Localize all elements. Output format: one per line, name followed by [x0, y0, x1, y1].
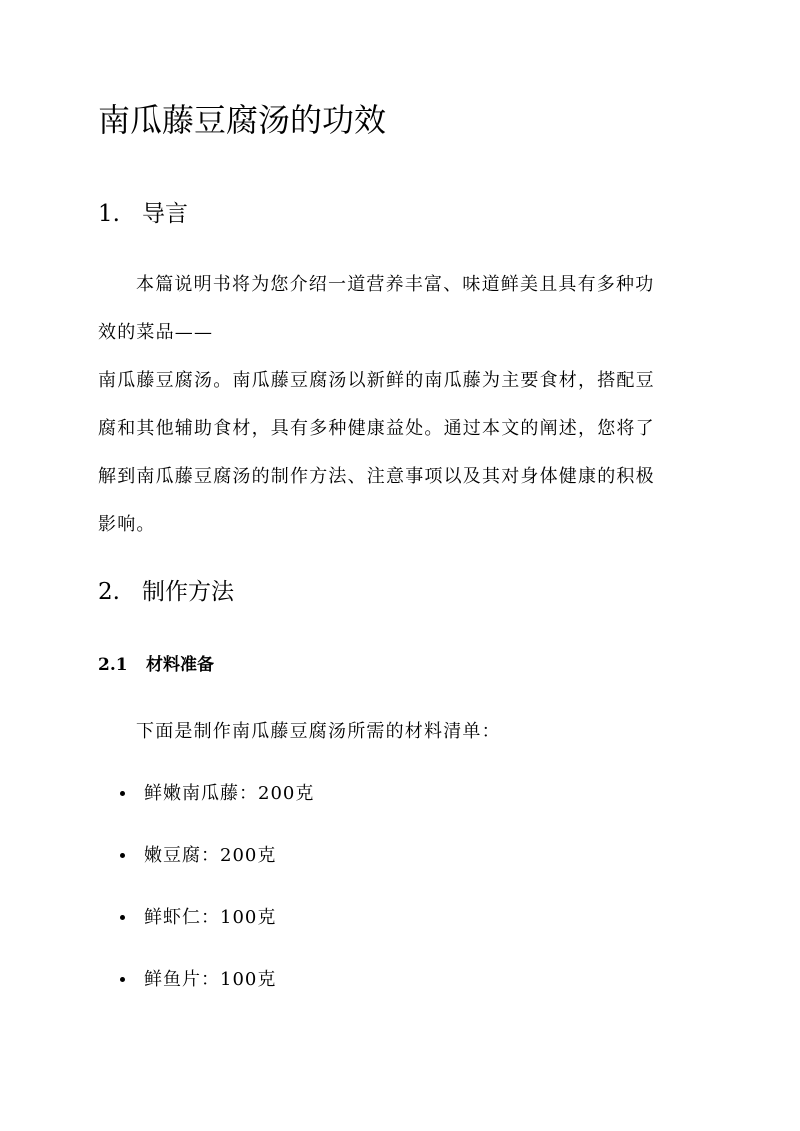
- paragraph-line: 腐和其他辅助食材，具有多种健康益处。通过本文的阐述，您将了: [98, 418, 655, 439]
- paragraph-line: 本篇说明书将为您介绍一道营养丰富、味道鲜美且具有多种功: [136, 274, 655, 295]
- section-heading-intro: [98, 198, 188, 230]
- ingredient-text: 鲜嫩南瓜藤：200克: [144, 783, 315, 804]
- section-title: 导言: [142, 201, 188, 227]
- subsection-title: 材料准备: [146, 655, 214, 675]
- document-title: 南瓜藤豆腐汤的功效: [98, 101, 387, 139]
- section-title: 制作方法: [142, 579, 234, 605]
- bullet-icon: [120, 977, 125, 982]
- intro-paragraph: [98, 261, 704, 549]
- bullet-icon: [120, 791, 125, 796]
- paragraph-line: 影响。: [98, 514, 156, 535]
- section-number: 2.: [98, 579, 120, 605]
- materials-intro: [98, 708, 704, 756]
- ingredient-text: 嫩豆腐：200克: [144, 845, 277, 866]
- bullet-icon: [120, 853, 125, 858]
- subsection-heading-materials: [98, 652, 214, 678]
- paragraph-line: 解到南瓜藤豆腐汤的制作方法、注意事项以及其对身体健康的积极: [98, 466, 655, 487]
- paragraph-line: 南瓜藤豆腐汤。南瓜藤豆腐汤以新鲜的南瓜藤为主要食材，搭配豆: [98, 370, 655, 391]
- section-number: 1.: [98, 201, 120, 227]
- paragraph-line: 效的菜品——: [98, 322, 214, 343]
- section-heading-method: [98, 576, 234, 608]
- paragraph-line: 下面是制作南瓜藤豆腐汤所需的材料清单：: [136, 721, 501, 742]
- subsection-number: 2.1: [98, 655, 128, 675]
- ingredient-text: 鲜虾仁：100克: [144, 907, 277, 928]
- ingredient-text: 鲜鱼片：100克: [144, 969, 277, 990]
- bullet-icon: [120, 915, 125, 920]
